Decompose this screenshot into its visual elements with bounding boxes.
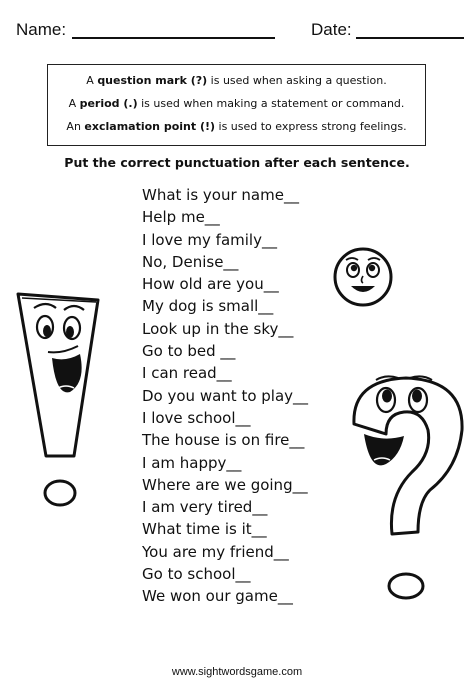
footer-website: www.sightwordsgame.com bbox=[171, 666, 303, 678]
sentence-item[interactable]: My dog is small__ bbox=[142, 297, 274, 316]
name-label: Name: bbox=[16, 20, 67, 39]
sentence-item[interactable]: How old are you__ bbox=[142, 275, 279, 294]
sentence-item[interactable]: I am happy__ bbox=[142, 453, 242, 472]
question-mark-character-icon bbox=[346, 372, 472, 616]
sentence-item[interactable]: Go to bed __ bbox=[142, 342, 236, 361]
date-label: Date: bbox=[311, 20, 352, 39]
sentence-item[interactable]: Look up in the sky__ bbox=[142, 319, 294, 338]
sentence-list bbox=[142, 184, 308, 608]
sentence-item[interactable]: The house is on fire__ bbox=[142, 431, 305, 450]
sentence-item[interactable]: Do you want to play__ bbox=[142, 386, 309, 405]
sentence-item[interactable]: We won our game__ bbox=[142, 587, 293, 606]
rule-question-mark: A question mark (?) is used when asking a question. bbox=[86, 74, 387, 87]
rule-exclamation-point: An exclamation point (!) is used to express strong feelings. bbox=[66, 120, 407, 133]
rules-box bbox=[47, 64, 426, 146]
sentence-item[interactable]: Help me__ bbox=[142, 208, 220, 227]
sentence-item[interactable]: I am very tired__ bbox=[142, 498, 268, 517]
sentence-item[interactable]: I can read__ bbox=[142, 364, 232, 383]
sentence-item[interactable]: You are my friend__ bbox=[142, 542, 289, 561]
sentence-item[interactable]: No, Denise__ bbox=[142, 252, 239, 271]
instruction-text: Put the correct punctuation after each sentence. bbox=[64, 155, 410, 170]
date-blank-line[interactable] bbox=[356, 37, 464, 39]
exclamation-character-icon bbox=[12, 288, 104, 518]
sentence-item[interactable]: What is your name__ bbox=[142, 186, 299, 204]
sentence-item[interactable]: Where are we going__ bbox=[142, 475, 308, 494]
sentence-item[interactable]: I love school__ bbox=[142, 408, 251, 427]
rule-period: A period (.) is used when making a statement or command. bbox=[68, 97, 405, 110]
sentence-item[interactable]: Go to school__ bbox=[142, 565, 251, 584]
smiley-face-icon bbox=[332, 246, 394, 308]
sentence-item[interactable]: I love my family__ bbox=[142, 230, 277, 249]
name-blank-line[interactable] bbox=[72, 37, 275, 39]
sentence-item[interactable]: What time is it__ bbox=[142, 520, 267, 539]
